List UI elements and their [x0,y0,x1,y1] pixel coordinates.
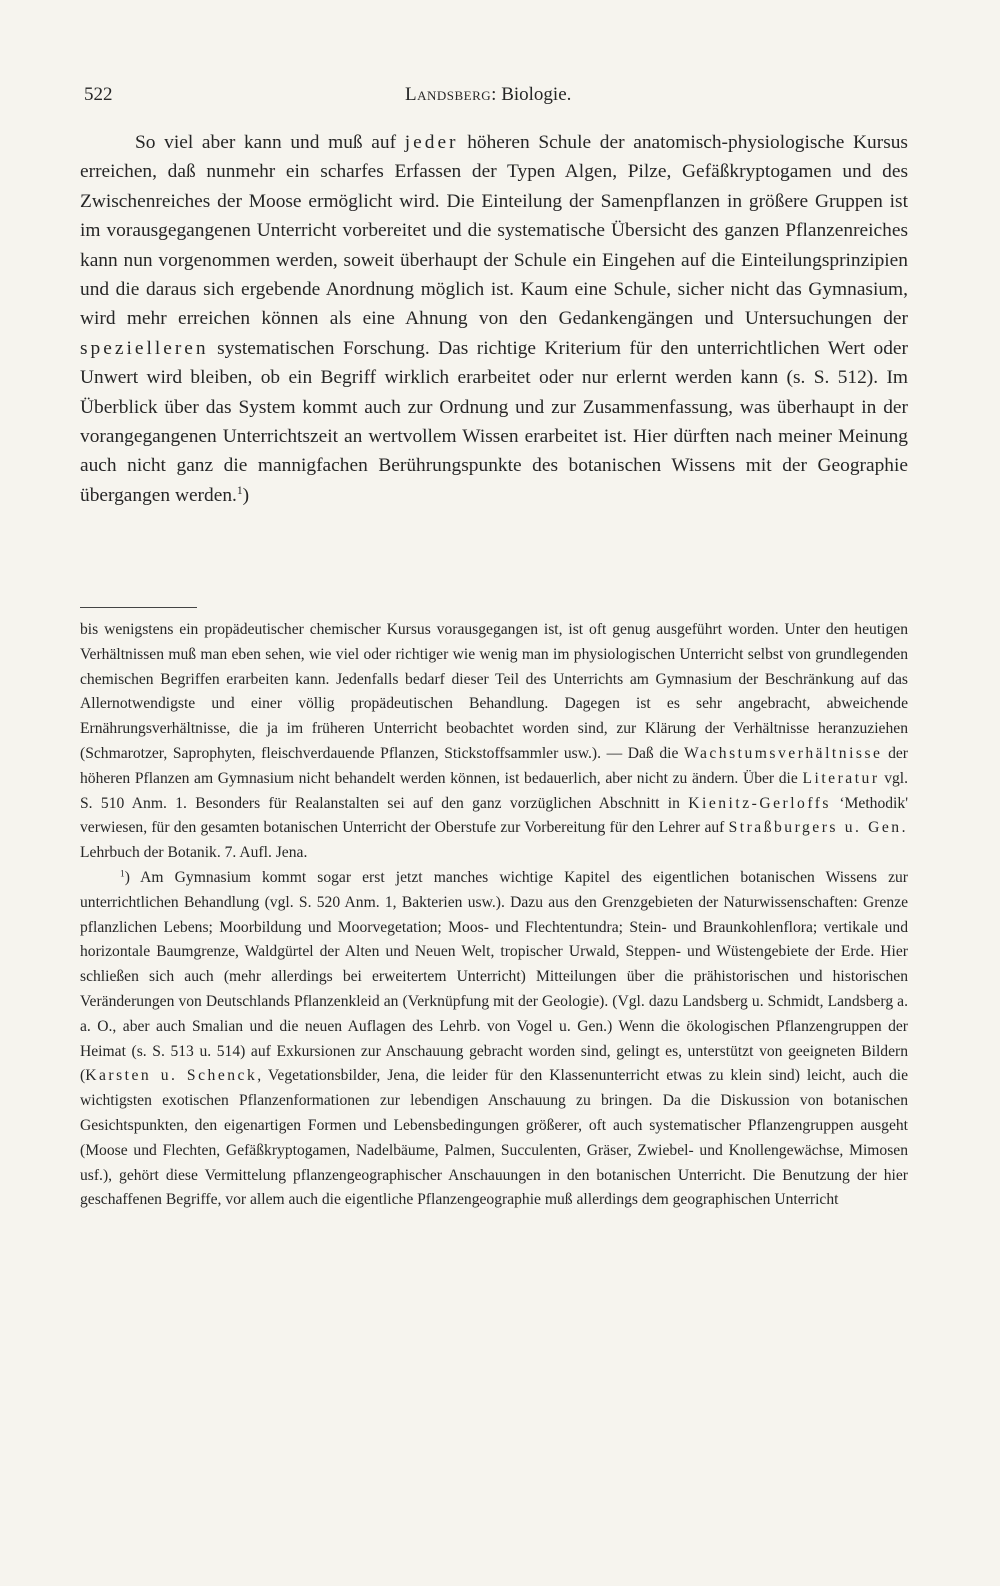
footnote-marker-paren: ) [124,868,130,886]
body-paragraph [80,128,908,510]
footnote-reference-number: 1 [236,483,243,497]
footnote-rule [80,607,197,608]
footnote-text-run: vgl. S. 510 Anm. 1. Besonders für Realanstalten sei auf den ganz vorzüglichen Abschnitt in [80,769,909,812]
running-header [80,84,908,108]
footnote-emphasis-spaced: Literatur [802,769,880,787]
footnote-emphasis-spaced: Wachstumsverhältnisse [683,744,883,762]
footnote-continued [80,618,908,866]
footnote-text-run: , Vegetationsbilder, Jena, die leider für den Klassenunterricht etwas zu klein sind) leicht, auch die wichtigsten exotischen Pflanzenformationen zur lebendigen Anschauung zu bringen. Da die Diskussion von botanischen Gesichtspunkten, den eigenartigen Formen und Lebensbedingungen größerer, oft auch systematischer Pflanzengruppen ausgeht (Moose und Flechten, Gefäßkryptogamen, Nadelbäume, Palmen, Succulenten, Gräser, Zwiebel- und Knollengewächse, Mimosen usf.), gehört diese Vermittelung pflanzengeographischer Anschauungen in den botanischen Unterricht. Die Benutzung der hier geschaffenen Begriffe, vor allem auch die eigentliche Pflanzengeographie muß allerdings dem geographischen Unterricht [80,1067,908,1209]
footnote-1 [80,866,908,1213]
footnote-emphasis-spaced: Straßburgers u. Gen. [728,819,908,837]
footnote-reference-paren: ) [242,484,250,506]
body-text-run: So viel aber kann und muß auf [135,132,397,153]
emphasis-spaced: spezielleren [80,337,209,359]
footnote-text-run: ʻMethodik' verwiesen, für den gesamten botanischen Unterricht der Oberstufe zur Vorbereitung für den Lehrer auf [80,794,909,837]
footnote-emphasis-spaced: Kienitz-Gerloffs [688,794,832,812]
footnote-text-run: Am Gymnasium kommt sogar erst jetzt manches wichtige Kapitel des eigentlichen botanischen Wissens zur unterrichtlichen Behandlung (vgl. S. 520 Anm. 1, Bakterien usw.). Dazu aus den Grenzgebieten der Naturwissenschaften: Grenze pflanzlichen Lebens; Moorbildung und Moorvegetation; Moos- und Flechtentundra; Stein- und Braunkohlenflora; vertikale und horizontale Baumgrenze, Waldgürtel der Alten und Neuen Welt, tropischer Urwald, Steppen- und Wüstengebiete der Erde. Hier schließen sich auch (mehr allerdings bei erweitertem Unterricht) Mitteilungen über die prähistorischen und historischen Veränderungen von Deutschlands Pflanzenkleid an (Verknüpfung mit der Geologie). (Vgl. dazu Landsberg u. Schmidt, Landsberg a. a. O., aber auch Smalian und die neuen Auflagen des Lehrb. von Vogel u. Gen.) Wenn die ökologischen Pflanzengruppen der Heimat (s. S. 513 u. 514) auf Exkursionen zur Anschauung gebracht worden sind, gelingt es, unterstützt von geeigneten Bildern ( [80,868,908,1085]
footnote-marker-number: 1 [120,869,125,880]
footnote-text-run: bis wenigstens ein propädeutischer chemischer Kursus vorausgegangen ist, ist oft genug ausgeführt worden. Unter den heutigen Verhältnissen muß man eben sehen, wie viel oder richtiger wie wenig man im physiologischen Unterricht selbst von grundlegenden chemischen Begriffen erarbeiten kann. Jedenfalls bedarf dieser Teil des Unterrichts am Gymnasium der Beschränkung auf das Allernotwendigste und einer völlig propädeutischen Behandlung. Dagegen ist es sehr angebracht, abweichende Ernährungsverhältnisse, die ja im früheren Unterricht beobachtet worden sind, zur Klärung der Verhältnisse heranzuziehen (Schmarotzer, Saprophyten, fleischverdauende Pflanzen, Stickstoffsammler usw.). — Daß die [80,621,908,762]
footnote-text-run: der höheren Pflanzen am Gymnasium nicht behandelt werden können, ist bedauerlich, aber nicht zu ändern. Über die [80,744,908,787]
body-text-run: systematischen Forschung. Das richtige Kriterium für den unterrichtlichen Wert oder Unwert wird bleiben, ob ein Begriff wirklich erarbeitet oder nur erlernt werden kann (s. S. 512). Im Überblick über das System kommt auch zur Ordnung und zur Zusammenfassung, was überhaupt in der vorangegangenen Unterrichtszeit an wertvollem Wissen erarbeitet ist. Hier dürften nach meiner Meinung auch nicht ganz die mannigfachen Berührungspunkte des botanischen Wissens mit der Geographie übergangen werden. [80,337,908,506]
body-text-run: höheren Schule der anatomisch-physiologische Kursus erreichen, daß nunmehr ein scharfes Erfassen der Typen Algen, Pilze, Gefäßkryptogamen und des Zwischenreiches der Moose ermöglicht wird. Die Einteilung der Samenpflanzen in größere Gruppen ist im vorausgegangenen Unterricht vorbereitet und die systematische Übersicht des ganzen Pflanzenreiches kann nun vorgenommen werden, soweit überhaupt der Schule ein Eingehen auf die Einteilungsprinzipien und die daraus sich ergebende Anordnung möglich ist. Kaum eine Schule, sicher nicht das Gymnasium, wird mehr erreichen können als eine Ahnung von den Gedankengängen und Untersuchungen der [80,132,908,330]
page-number: 522 [84,84,113,105]
footnotes [80,618,908,1213]
running-title [405,84,571,106]
footnote-text-run: Lehrbuch der Botanik. 7. Aufl. Jena. [80,844,308,862]
emphasis-spaced: jeder [404,132,459,153]
running-title-separator: : [491,84,497,105]
main-text [80,128,908,510]
running-title-author: Landsberg [405,84,492,105]
running-title-subject: Biologie. [501,84,572,105]
footnote-emphasis-spaced: Karsten u. Schenck [85,1067,258,1085]
